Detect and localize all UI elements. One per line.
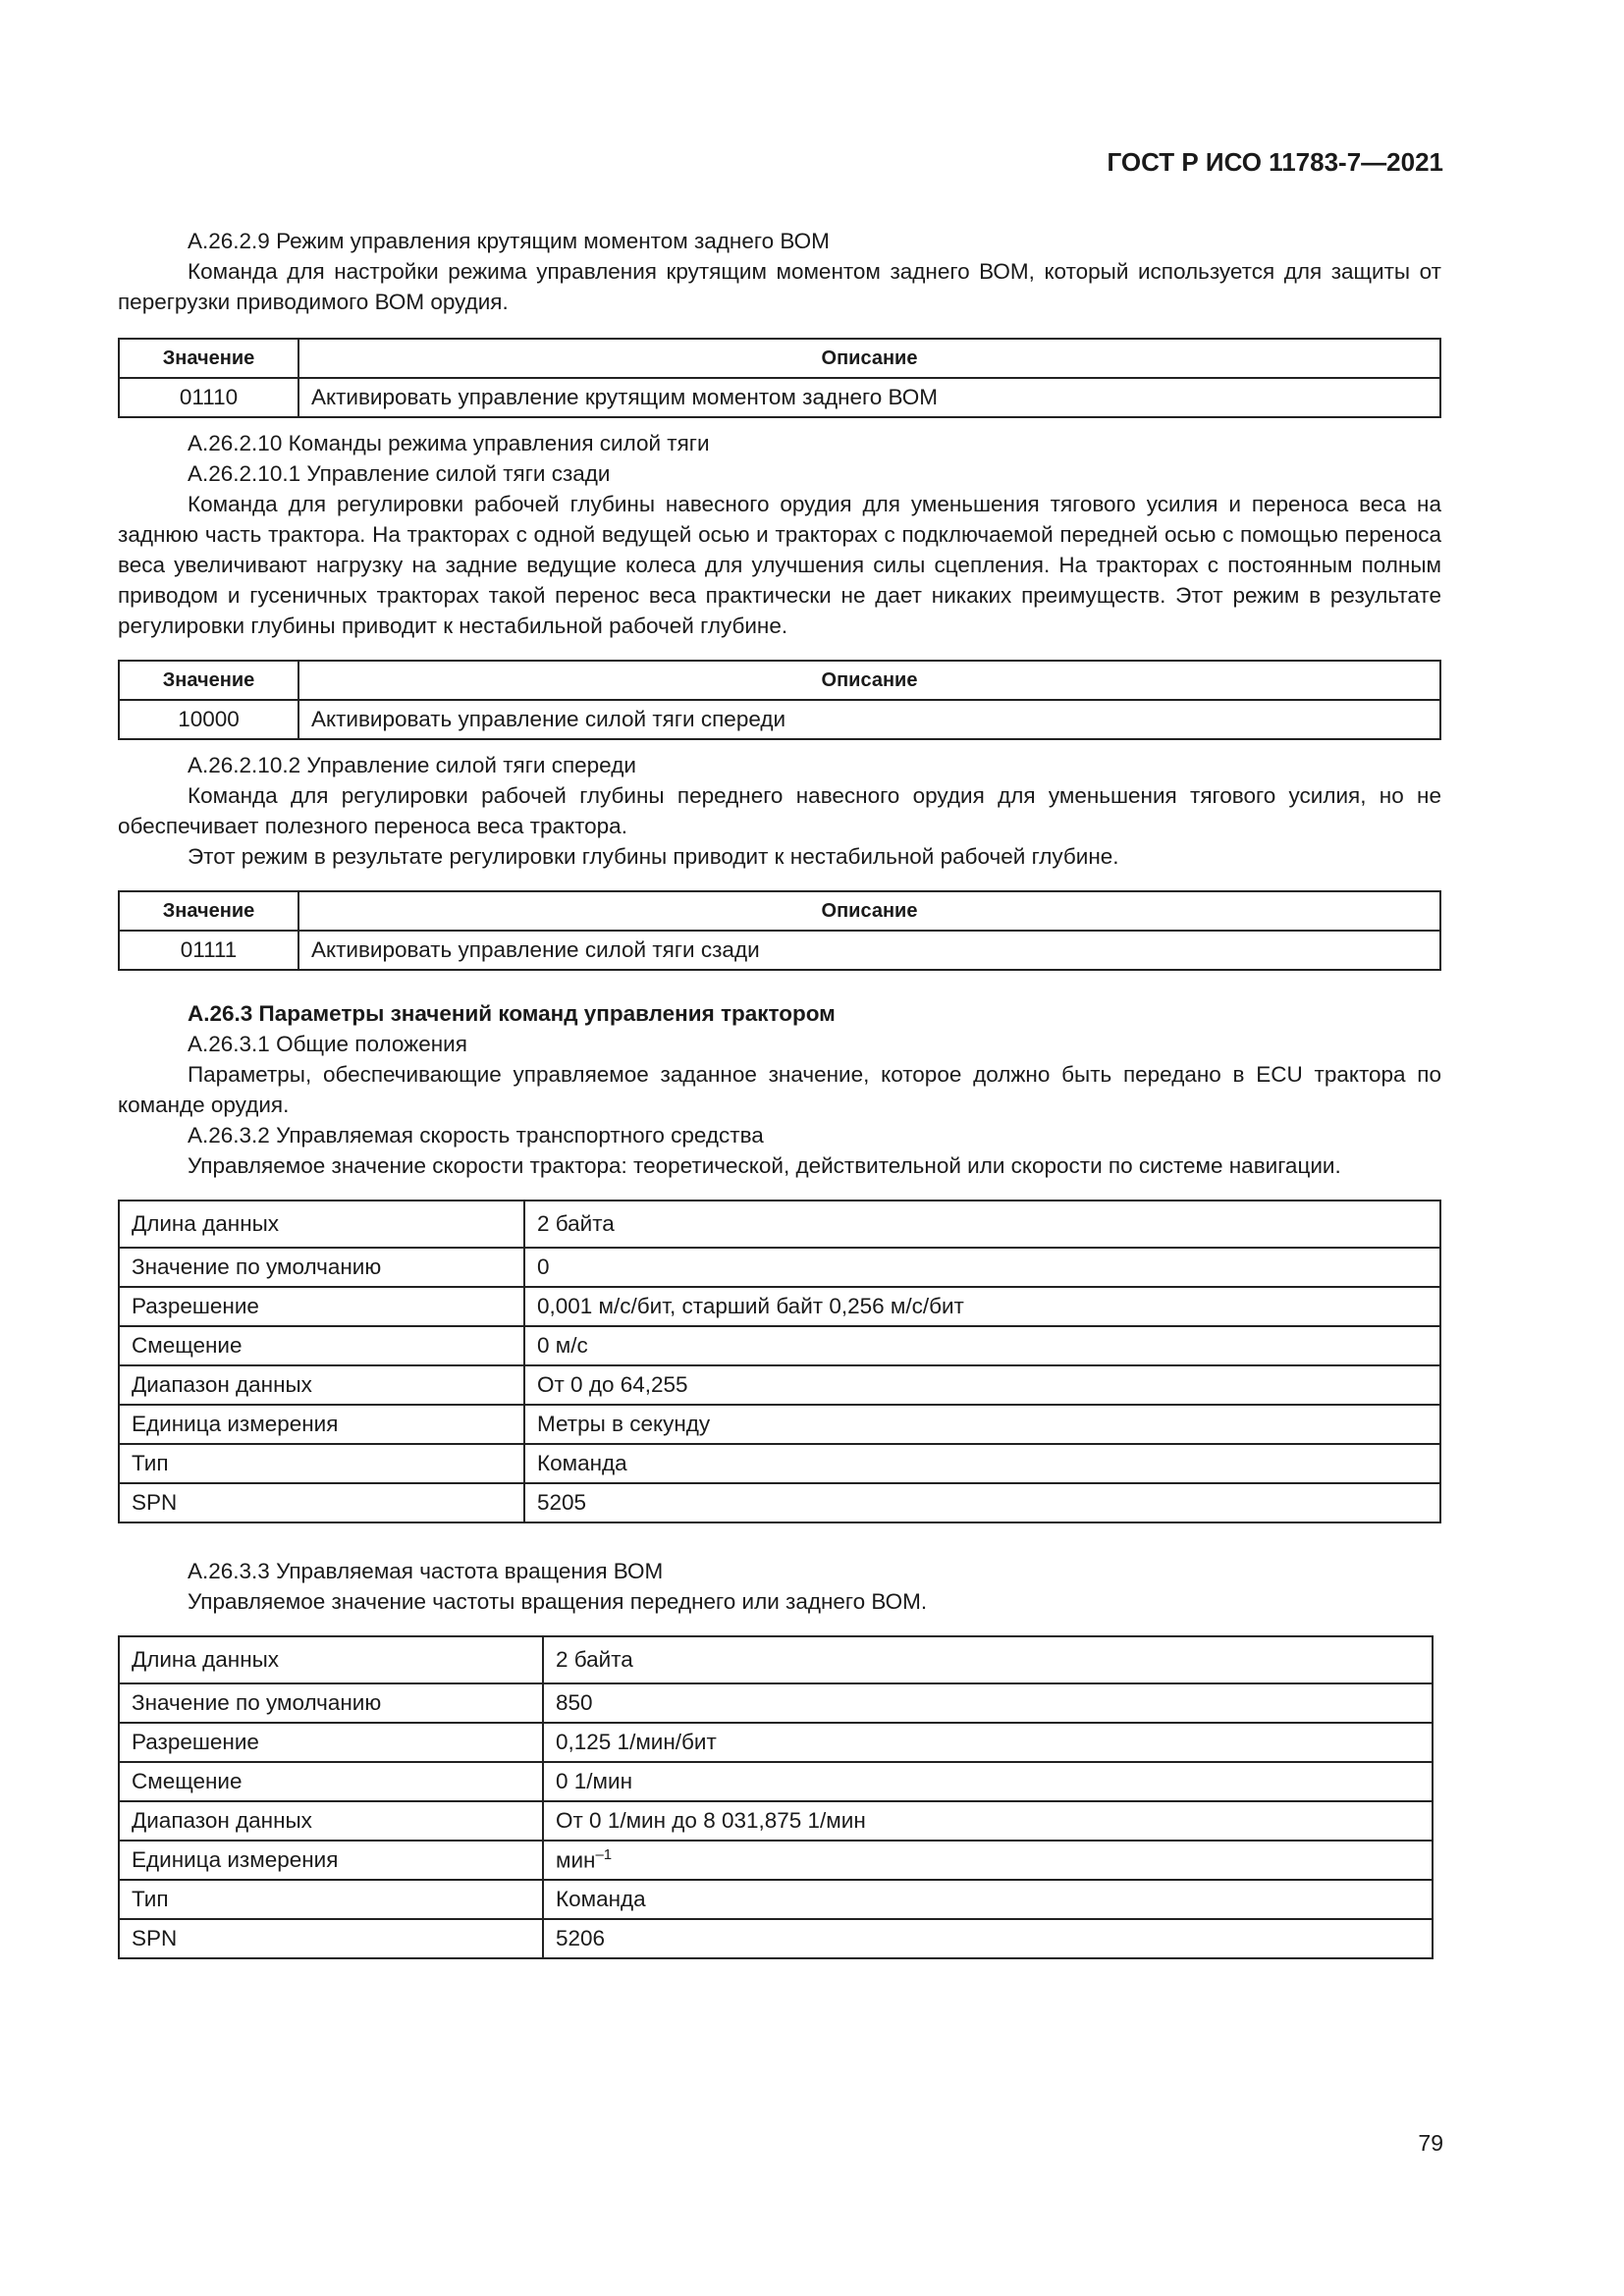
table-cell-value: Команда xyxy=(524,1444,1440,1483)
section-text-a26-2-10-2-note: Этот режим в результате регулировки глубины приводит к нестабильной рабочей глубине. xyxy=(188,844,1119,869)
table-row xyxy=(119,1683,1433,1723)
section-text-a26-3-3: Управляемое значение частоты вращения переднего или заднего ВОМ. xyxy=(188,1589,928,1614)
section-heading-a26-2-10-2: А.26.2.10.2 Управление силой тяги спереди xyxy=(188,753,636,777)
table-row xyxy=(119,1248,1440,1287)
column-header-description: Описание xyxy=(298,661,1440,700)
table-row xyxy=(119,1483,1440,1522)
table-cell-label: Разрешение xyxy=(119,1287,524,1326)
value-table-2 xyxy=(118,660,1441,740)
section-heading-a26-3: А.26.3 Параметры значений команд управления трактором xyxy=(188,1001,836,1026)
table-row xyxy=(119,1365,1440,1405)
section-heading-a26-3-1: А.26.3.1 Общие положения xyxy=(188,1032,467,1056)
section-heading-a26-2-9: А.26.2.9 Режим управления крутящим моментом заднего ВОМ xyxy=(188,229,830,253)
table-cell-value: 01111 xyxy=(119,931,298,970)
document-header-title: ГОСТ Р ИСО 11783-7—2021 xyxy=(1107,147,1443,177)
column-header-value: Значение xyxy=(119,339,298,378)
table-row xyxy=(119,1801,1433,1841)
table-cell-label: Длина данных xyxy=(119,1636,543,1683)
table-cell-value: 850 xyxy=(543,1683,1433,1723)
table-cell-value: 0 м/с xyxy=(524,1326,1440,1365)
column-header-description: Описание xyxy=(298,891,1440,931)
table-cell-value: 5205 xyxy=(524,1483,1440,1522)
table-cell-value: 10000 xyxy=(119,700,298,739)
table-cell-description: Активировать управление силой тяги сзади xyxy=(298,931,1440,970)
column-header-description: Описание xyxy=(298,339,1440,378)
column-header-value: Значение xyxy=(119,661,298,700)
table-row xyxy=(119,1841,1433,1880)
table-cell-label: Смещение xyxy=(119,1762,543,1801)
table-cell-label: Единица измерения xyxy=(119,1405,524,1444)
page-number: 79 xyxy=(1418,2130,1443,2156)
table-row xyxy=(119,1326,1440,1365)
table-cell-label: SPN xyxy=(119,1919,543,1958)
table-row xyxy=(119,1287,1440,1326)
table-cell-label: Длина данных xyxy=(119,1201,524,1248)
table-row xyxy=(119,1405,1440,1444)
table-cell-value: 2 байта xyxy=(524,1201,1440,1248)
table-cell-label: Тип xyxy=(119,1444,524,1483)
table-cell-value: 0 xyxy=(524,1248,1440,1287)
table-cell-value: 0,125 1/мин/бит xyxy=(543,1723,1433,1762)
table-row xyxy=(119,1201,1440,1248)
table-row xyxy=(119,1723,1433,1762)
unit-exponent: –1 xyxy=(595,1846,613,1864)
table-row xyxy=(119,1880,1433,1919)
table-cell-value: Команда xyxy=(543,1880,1433,1919)
value-table-1 xyxy=(118,338,1441,418)
table-row xyxy=(119,1919,1433,1958)
table-cell-label: Диапазон данных xyxy=(119,1365,524,1405)
table-cell-value: Метры в секунду xyxy=(524,1405,1440,1444)
table-cell-value: 0,001 м/с/бит, старший байт 0,256 м/с/бит xyxy=(524,1287,1440,1326)
section-heading-a26-2-10-1: А.26.2.10.1 Управление силой тяги сзади xyxy=(188,461,611,486)
table-row xyxy=(119,1444,1440,1483)
parameter-table-vehicle-speed xyxy=(118,1200,1441,1523)
section-text-a26-2-10-2: Команда для регулировки рабочей глубины переднего навесного орудия для уменьшения тягового усилия, но не обеспечивает полезного переноса веса трактора. xyxy=(118,783,1441,838)
table-cell-label: Смещение xyxy=(119,1326,524,1365)
value-table-3 xyxy=(118,890,1441,971)
table-cell-value: От 0 до 64,255 xyxy=(524,1365,1440,1405)
table-cell-description: Активировать управление крутящим моментом заднего ВОМ xyxy=(298,378,1440,417)
section-heading-a26-2-10: А.26.2.10 Команды режима управления силой тяги xyxy=(188,431,710,455)
table-row xyxy=(119,1762,1433,1801)
table-cell-label: Значение по умолчанию xyxy=(119,1683,543,1723)
table-cell-label: Диапазон данных xyxy=(119,1801,543,1841)
table-cell-value: 01110 xyxy=(119,378,298,417)
section-heading-a26-3-3: А.26.3.3 Управляемая частота вращения ВОМ xyxy=(188,1559,664,1583)
section-text-a26-2-9: Команда для настройки режима управления крутящим моментом заднего ВОМ, который используется для защиты от перегрузки приводимого ВОМ орудия. xyxy=(118,259,1441,314)
table-cell-value: От 0 1/мин до 8 031,875 1/мин xyxy=(543,1801,1433,1841)
parameter-table-pto-speed xyxy=(118,1635,1434,1959)
section-heading-a26-3-2: А.26.3.2 Управляемая скорость транспортного средства xyxy=(188,1123,764,1148)
column-header-value: Значение xyxy=(119,891,298,931)
section-text-a26-3-1: Параметры, обеспечивающие управляемое заданное значение, которое должно быть передано в ECU трактора по команде орудия. xyxy=(118,1062,1441,1117)
table-cell-value xyxy=(543,1841,1433,1880)
table-cell-label: Разрешение xyxy=(119,1723,543,1762)
table-cell-description: Активировать управление силой тяги спереди xyxy=(298,700,1440,739)
table-cell-value: 0 1/мин xyxy=(543,1762,1433,1801)
table-cell-label: SPN xyxy=(119,1483,524,1522)
table-cell-label: Значение по умолчанию xyxy=(119,1248,524,1287)
table-row xyxy=(119,931,1440,970)
unit-text: мин xyxy=(556,1847,596,1873)
section-text-a26-3-2: Управляемое значение скорости трактора: теоретической, действительной или скорости по системе навигации. xyxy=(188,1153,1341,1178)
table-cell-label: Единица измерения xyxy=(119,1841,543,1880)
section-text-a26-2-10-1: Команда для регулировки рабочей глубины навесного орудия для уменьшения тягового усилия и переноса веса на заднюю часть трактора. На тракторах с одной ведущей осью и тракторах с подключаемой передней осью с помощью переноса веса увеличивают нагрузку на задние ведущие колеса для улучшения силы сцепления. На тракторах с постоянным полным приводом и гусеничных тракторах такой перенос веса практически не дает никаких преимуществ. Этот режим в результате регулировки глубины приводит к нестабильной рабочей глубине. xyxy=(118,492,1441,638)
table-cell-value: 2 байта xyxy=(543,1636,1433,1683)
table-row xyxy=(119,378,1440,417)
table-cell-value: 5206 xyxy=(543,1919,1433,1958)
table-row xyxy=(119,700,1440,739)
table-cell-label: Тип xyxy=(119,1880,543,1919)
table-row xyxy=(119,1636,1433,1683)
